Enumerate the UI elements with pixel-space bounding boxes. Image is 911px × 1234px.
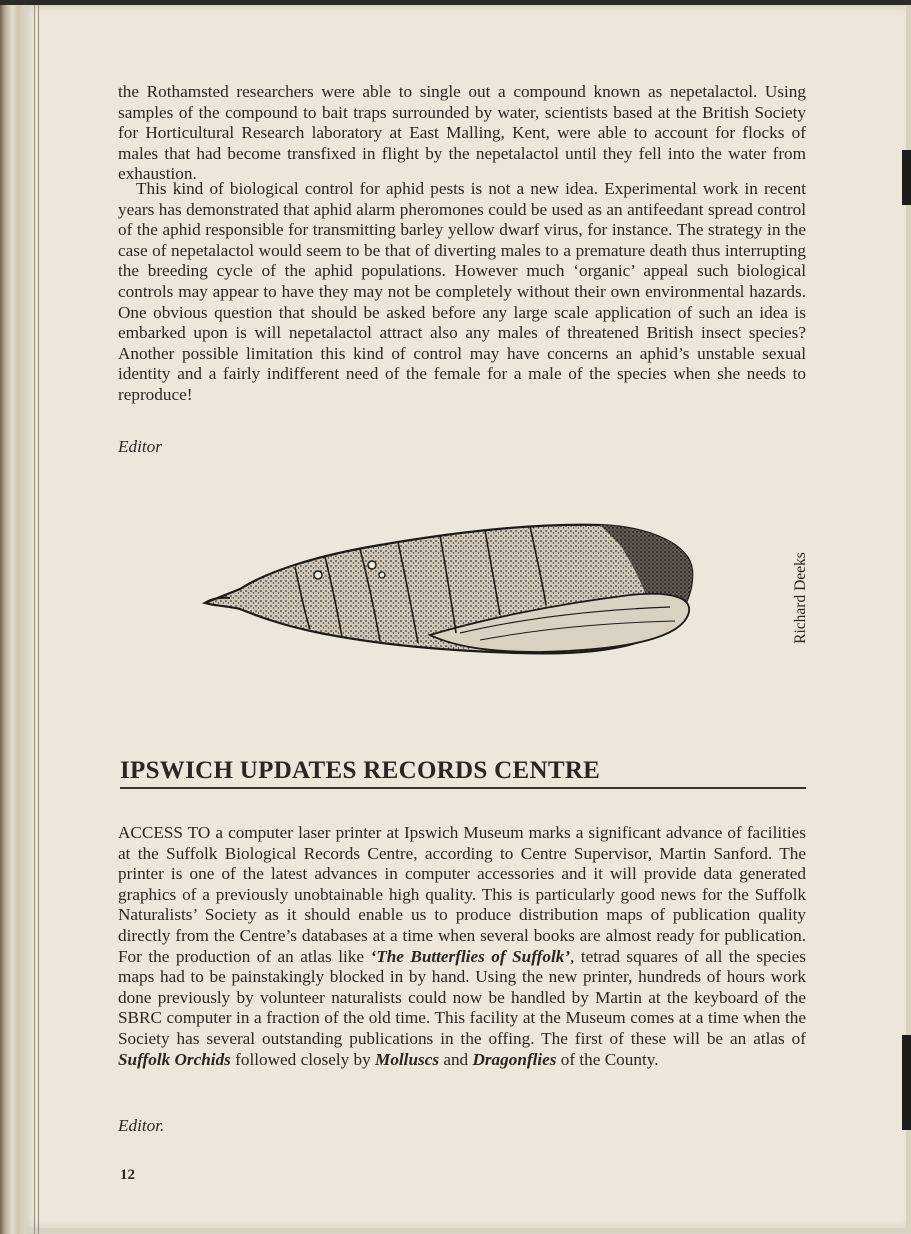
text-run: ACCESS TO a computer laser printer at Ipswich Museum marks a significant advance of facilities at the Suffolk Biological Records Centre, according to Centre Supervisor, Martin Sanford. The printer is one of the latest advances in computer accessories and it will provide data generated graphics of a previously unobtainable high quality. This is particularly good news for the Suffolk Naturalists’ Society as it should enable us to produce distribution maps of publication quality directly from the Centre’s databases at a time when several books are almost ready for publication. For the production of an atlas like [118, 823, 806, 966]
top-edge [0, 0, 911, 5]
book-title: ‘The Butterflies of Suffolk’ [370, 946, 571, 966]
text-run: , tetrad squares of all the species maps had to be painstakingly blocked in by hand. Using the new printer, hundreds of hours work done previously by volunteer naturalists could now be handled by Martin at the keyboard of the SBRC computer in a fraction of the old time. This facility at the Museum comes at a time when the Society has several outstanding publications in the offing. The first of these will be an atlas of [118, 946, 806, 1048]
credit-text: Richard Deeks [792, 552, 809, 644]
page-number: 12 [120, 1167, 135, 1183]
illustration-credit [788, 548, 814, 648]
article-heading: IPSWICH UPDATES RECORDS CENTRE [120, 757, 601, 784]
editor-signature: Editor [118, 437, 162, 456]
binding-line [34, 0, 35, 1234]
page-binding [0, 0, 26, 1234]
edge-tab [902, 1035, 911, 1130]
text-run: followed closely by [230, 1049, 376, 1069]
editor-signature: Editor. [118, 1116, 165, 1135]
pupa-illustration [200, 515, 700, 665]
book-title: Molluscs [375, 1049, 440, 1069]
edge-tab [902, 150, 911, 205]
book-title: Suffolk Orchids [118, 1049, 231, 1069]
text-run: and [439, 1049, 473, 1069]
text-run: of the County. [556, 1049, 659, 1069]
article-paragraph: This kind of biological control for aphid pests is not a new idea. Experimental work in recent years has demonstrated that aphid alarm pheromones could be used as an antifeedant spread control of the aphid responsible for transmitting barley yellow dwarf virus, for instance. The strategy in the case of nepetalactol would seem to be that of diverting males to a premature death thus interrupting the breeding cycle of the aphid populations. However much ‘organic’ appeal such biological controls may appear to have they may not be completely without their own environmental hazards. One obvious question that should be asked before any large scale application of such an idea is embarked upon is will nepetalactol attract also any males of threatened British insect species? Another possible limitation this kind of control may have concerns an aphid’s unstable sexual identity and a fairly indifferent need of the female for a male of the species when she needs to reproduce! [118, 179, 806, 404]
binding-line [38, 0, 39, 1234]
heading-rule [120, 787, 806, 789]
article-paragraph [118, 823, 806, 1070]
book-title: Dragonflies [472, 1049, 557, 1069]
article-paragraph: the Rothamsted researchers were able to single out a compound known as nepetalactol. Using samples of the compound to bait traps surrounded by water, scientists based at the British Society for Horticultural Research laboratory at East Malling, Kent, were able to account for flocks of males that had become transfixed in flight by the nepetalactol until they fell into the water from exhaustion. [118, 82, 806, 184]
